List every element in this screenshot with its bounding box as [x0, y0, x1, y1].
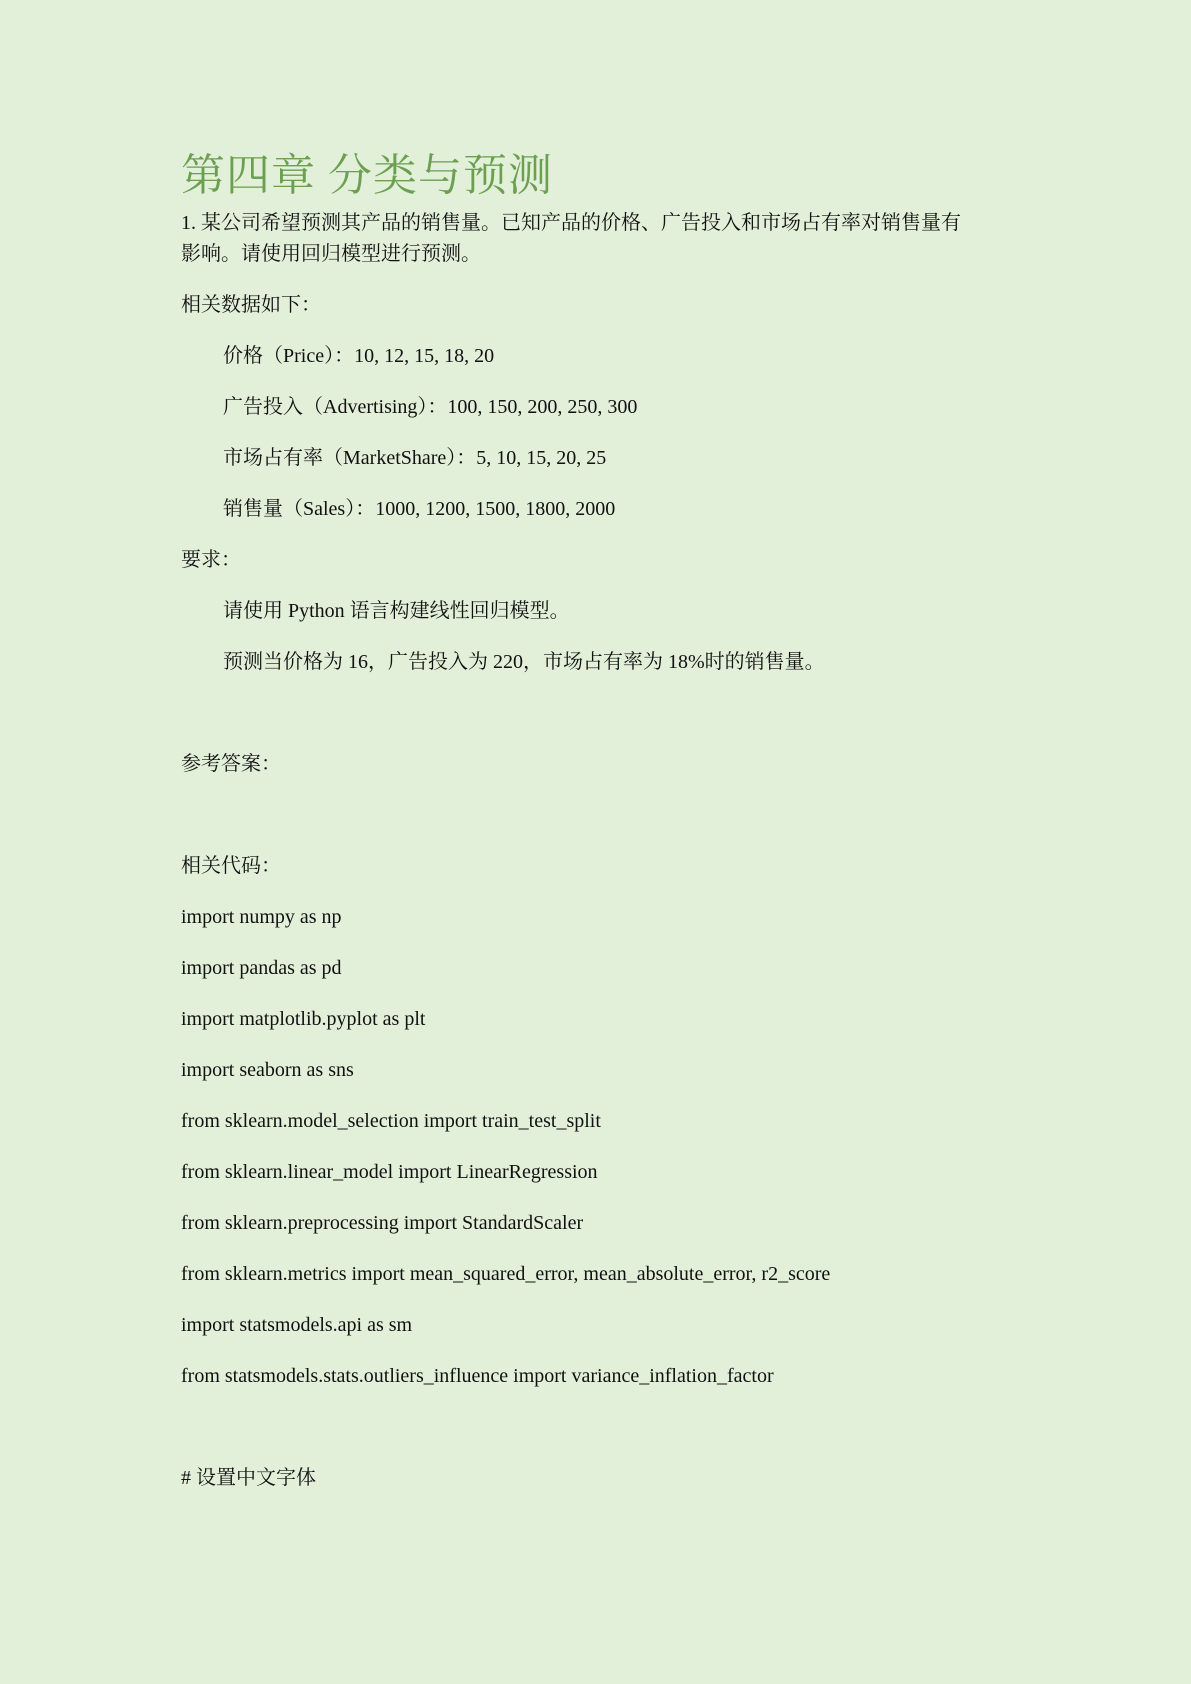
code-line: import pandas as pd — [181, 957, 342, 979]
answer-label: 参考答案： — [181, 753, 281, 775]
code-line: from sklearn.linear_model import LinearRegression — [181, 1161, 598, 1183]
requirements-label: 要求： — [181, 549, 241, 571]
code-line: from sklearn.metrics import mean_squared_error, mean_absolute_error, r2_score — [181, 1263, 831, 1285]
requirement-item-1: 请使用 Python 语言构建线性回归模型。 — [223, 600, 570, 622]
question-line-1: 1. 某公司希望预测其产品的销售量。已知产品的价格、广告投入和市场占有率对销售量有 — [181, 212, 961, 234]
code-line: import seaborn as sns — [181, 1059, 354, 1081]
code-label: 相关代码： — [181, 855, 281, 877]
question-paragraph — [181, 208, 1011, 270]
document-page — [181, 148, 1011, 1494]
data-item-advertising: 广告投入（Advertising）：100, 150, 200, 250, 300 — [223, 396, 638, 418]
code-line: from sklearn.preprocessing import StandardScaler — [181, 1212, 584, 1234]
requirement-item-2: 预测当价格为 16，广告投入为 220，市场占有率为 18%时的销售量。 — [223, 651, 825, 673]
data-item-price: 价格（Price）：10, 12, 15, 18, 20 — [223, 345, 495, 367]
chapter-title: 第四章 分类与预测 — [181, 151, 553, 200]
code-line: import matplotlib.pyplot as plt — [181, 1008, 426, 1030]
code-line: import numpy as np — [181, 906, 342, 928]
code-line: from statsmodels.stats.outliers_influence import variance_inflation_factor — [181, 1365, 774, 1387]
code-block — [181, 902, 1011, 1392]
data-intro: 相关数据如下： — [181, 294, 321, 316]
code-comment-line: # 设置中文字体 — [181, 1467, 316, 1489]
data-item-marketshare: 市场占有率（MarketShare）：5, 10, 15, 20, 25 — [223, 447, 607, 469]
question-line-2: 影响。请使用回归模型进行预测。 — [181, 243, 481, 265]
code-line: import statsmodels.api as sm — [181, 1314, 413, 1336]
data-item-sales: 销售量（Sales）：1000, 1200, 1500, 1800, 2000 — [223, 498, 616, 520]
code-line: from sklearn.model_selection import train_test_split — [181, 1110, 601, 1132]
